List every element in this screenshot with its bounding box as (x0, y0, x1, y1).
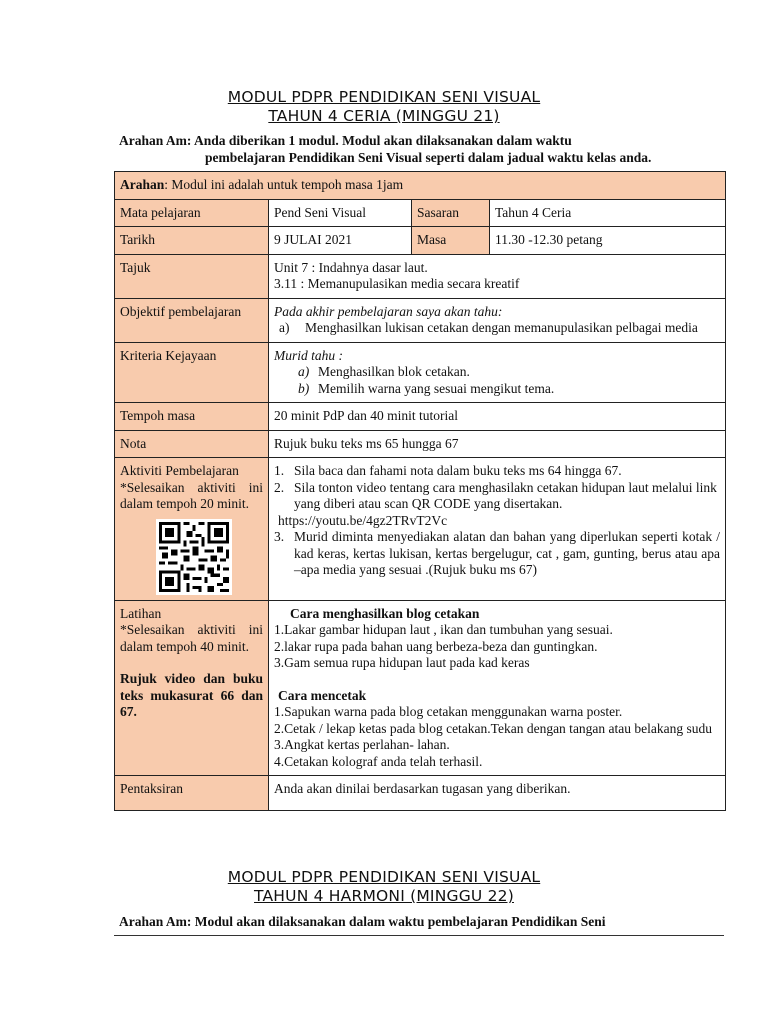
latihan-label-cell (115, 600, 269, 776)
pentaksiran-value: Anda akan dinilai berdasarkan tugasan yang diberikan. (269, 776, 726, 811)
general-instruction-line2: pembelajaran Pendidikan Seni Visual seperti dalam jadual waktu kelas anda. (205, 150, 652, 165)
module2-title-line1: MODUL PDPR PENDIDIKAN SENI VISUAL (227, 868, 541, 886)
tarikh-label: Tarikh (115, 227, 269, 255)
general-instruction-line1: Arahan Am: Anda diberikan 1 modul. Modul akan dilaksanakan dalam waktu (119, 133, 572, 148)
kriteria-label: Kriteria Kejayaan (115, 342, 269, 403)
tajuk-line1: Unit 7 : Indahnya dasar laut. (274, 259, 428, 275)
aktiviti-item (274, 463, 720, 480)
module2-general-instruction: Arahan Am: Modul akan dilaksanakan dalam waktu pembelajaran Pendidikan Seni (119, 914, 606, 929)
cetak-step: 3.Angkat kertas perlahan- lahan. (274, 737, 450, 752)
aktiviti-item (274, 529, 720, 579)
nota-label: Nota (115, 430, 269, 458)
blog-step: 1.Lakar gambar hidupan laut , ikan dan tumbuhan yang sesuai. (274, 622, 613, 637)
row-nota (115, 430, 726, 458)
row-kriteria (115, 342, 726, 403)
blog-heading: Cara menghasilkan blog cetakan (290, 605, 480, 621)
row-tajuk (115, 254, 726, 298)
kriteria-item (274, 364, 720, 381)
cetak-step: 2.Cetak / lekap ketas pada blog cetakan.Tekan dengan tangan atau belakang sudu (274, 720, 713, 736)
tempoh-label: Tempoh masa (115, 403, 269, 431)
row-latihan (115, 600, 726, 776)
row-objektif (115, 298, 726, 342)
aktiviti-item-marker: 2. (274, 479, 285, 495)
tajuk-value (269, 254, 726, 298)
objektif-value (269, 298, 726, 342)
aktiviti-item-text: Sila baca dan fahami nota dalam buku teks ms 64 hingga 67. (294, 463, 622, 478)
masa-value: 11.30 -12.30 petang (490, 227, 726, 255)
objektif-item-marker: a) (279, 320, 290, 335)
video-link[interactable]: https://youtu.be/4gz2TRvT2Vc (278, 512, 448, 528)
row-tarikh (115, 227, 726, 255)
arahan-label: Arahan (120, 177, 165, 192)
aktiviti-label-cell (115, 458, 269, 601)
pentaksiran-label: Pentaksiran (115, 776, 269, 811)
aktiviti-label: Aktiviti Pembelajaran (120, 463, 239, 478)
tajuk-line2: 3.11 : Memanupulasikan media secara kreatif (274, 276, 520, 291)
kriteria-value (269, 342, 726, 403)
objektif-item (274, 320, 720, 337)
latihan-value (269, 600, 726, 776)
qr-code-icon[interactable] (156, 519, 232, 595)
tarikh-value: 9 JULAI 2021 (269, 227, 412, 255)
row-arahan (115, 172, 726, 200)
latihan-label: Latihan (120, 605, 162, 621)
cetak-step: 4.Cetakan kolograf anda telah terhasil. (274, 753, 483, 769)
sasaran-value: Tahun 4 Ceria (490, 199, 726, 227)
arahan-cell (115, 172, 726, 200)
tajuk-label: Tajuk (115, 254, 269, 298)
tempoh-value: 20 minit PdP dan 40 minit tutorial (269, 403, 726, 431)
blog-step: 2.lakar rupa pada bahan uang berbeza-beza dan guntingkan. (274, 638, 598, 654)
blog-step: 3.Gam semua rupa hidupan laut pada kad keras (274, 655, 530, 670)
kriteria-item-text: Memilih warna yang sesuai mengikut tema. (318, 380, 555, 396)
module1-table (114, 171, 726, 811)
aktiviti-item (274, 480, 720, 513)
aktiviti-item-marker: 1. (274, 463, 285, 478)
row-aktiviti (115, 458, 726, 601)
row-pentaksiran (115, 776, 726, 811)
latihan-note: *Selesaikan aktiviti ini dalam tempoh 40 minit. (120, 622, 263, 654)
arahan-text: : Modul ini adalah untuk tempoh masa 1jam (164, 177, 404, 192)
module1-title-line1: MODUL PDPR PENDIDIKAN SENI VISUAL (227, 88, 541, 106)
masa-label: Masa (412, 227, 490, 255)
sasaran-label: Sasaran (412, 199, 490, 227)
nota-value: Rujuk buku teks ms 65 hungga 67 (269, 430, 726, 458)
kriteria-item-marker: a) (298, 364, 310, 379)
mata-pelajaran-value: Pend Seni Visual (269, 199, 412, 227)
row-mata-pelajaran (115, 199, 726, 227)
aktiviti-item-text: Sila tonton video tentang cara menghasilakn cetakan hidupan laut melalui link yang diberi atau scan QR CODE yang disertakan. (294, 479, 717, 511)
objektif-intro: Pada akhir pembelajaran saya akan tahu: (274, 303, 503, 319)
cetak-step: 1.Sapukan warna pada blog cetakan menggunakan warna poster. (274, 704, 623, 719)
kriteria-intro: Murid tahu : (274, 347, 343, 363)
objektif-item-text: Menghasilkan lukisan cetakan dengan memanupulasikan pelbagai media (305, 320, 698, 335)
objektif-label: Objektif pembelajaran (115, 298, 269, 342)
module2-title-line2: TAHUN 4 HARMONI (MINGGU 22) (254, 887, 514, 905)
bottom-divider (114, 935, 724, 936)
module1-title-line2: TAHUN 4 CERIA (MINGGU 21) (268, 107, 500, 125)
module1-general-instruction (119, 132, 729, 166)
aktiviti-item-marker: 3. (274, 529, 285, 544)
aktiviti-item-text: Murid diminta menyediakan alatan dan bahan yang diperlukan seperti kotak / kad keras, kertas lukisan, kertas bergelugur, cat , gam, gunting, berus atau apa –apa media yang sesuai .(Rujuk buku ms 67) (294, 529, 721, 577)
cetak-heading: Cara mencetak (278, 687, 367, 703)
row-tempoh (115, 403, 726, 431)
kriteria-item (274, 381, 720, 398)
aktiviti-note: *Selesaikan aktiviti ini dalam tempoh 20 minit. (120, 479, 263, 511)
mata-pelajaran-label: Mata pelajaran (115, 199, 269, 227)
kriteria-item-marker: b) (298, 380, 310, 396)
kriteria-item-text: Menghasilkan blok cetakan. (318, 364, 470, 379)
aktiviti-value (269, 458, 726, 601)
latihan-rujuk: Rujuk video dan buku teks mukasurat 66 dan 67. (120, 671, 263, 719)
